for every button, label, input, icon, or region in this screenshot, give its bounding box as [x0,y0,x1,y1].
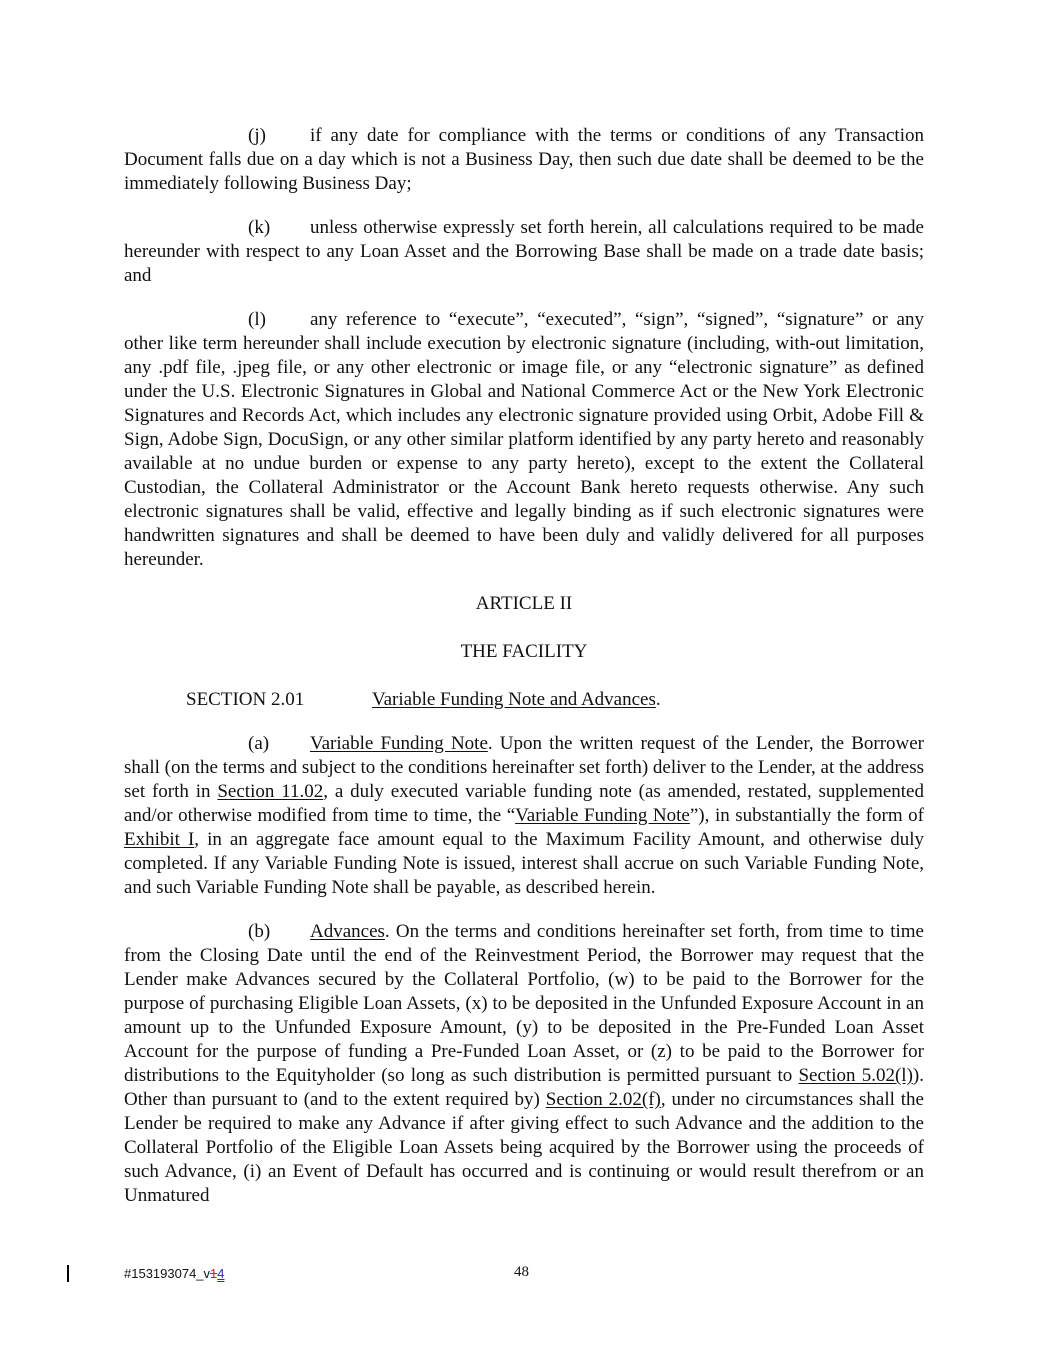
paragraph-b [124,920,924,1208]
article-heading: ARTICLE II [475,593,573,614]
para-text: . Upon the written request of the Lender, the Borrower shall (on the terms and subject to the conditions hereinafter set forth) deliver to the Lender, at the address set forth in [124,733,924,802]
cross-reference-link[interactable]: Section 2.02(f) [545,1089,661,1110]
para-text: , a duly executed variable funding note (as amended, restated, supplemented and/or otherwise modified from time to time, the “ [124,781,924,826]
para-text: . On the terms and conditions hereinafter set forth, from time to time from the Closing Date until the end of the Reinvestment Period, the Borrower may request that the Lender make Advances secured by the Collateral Portfolio, (w) to be paid to the Borrower for the purpose of purchasing Eligible Loan Assets, (x) to be deposited in the Unfunded Exposure Account in an amount up to the Unfunded Exposure Amount, (y) to be deposited in the Pre-Funded Loan Asset Account for the purpose of funding a Pre-Funded Loan Asset, or (z) to be paid to the Borrower for distributions to the Equityholder (so long as such distribution is permitted pursuant to [124,921,924,1086]
inserted-version: 4 [217,1266,225,1281]
page-number: 48 [514,1264,529,1280]
para-text: , in an aggregate face amount equal to the Maximum Facility Amount, and otherwise duly completed. If any Variable Funding Note is issued, interest shall accrue on such Variable Funding Note, and such Variable Funding Note shall be payable, as described herein. [124,829,924,898]
section-heading [186,688,924,712]
para-text: unless otherwise expressly set forth herein, all calculations required to be made hereunder with respect to any Loan Asset and the Borrowing Base shall be made on a trade date basis; and [124,217,924,286]
paragraph-j [124,124,924,196]
doc-id-prefix: #153193074_v [124,1266,211,1281]
para-label: (b) [248,921,271,942]
para-label: (a) [248,733,270,754]
paragraph-a [124,732,924,900]
cross-reference-link[interactable]: Exhibit I [124,829,195,850]
para-text: ”), in substantially the form of [689,805,925,826]
para-label: (k) [248,217,271,238]
para-text: if any date for compliance with the terms or conditions of any Transaction Document falls due on a day which is not a Business Day, then such due date shall be deemed to be the immediately following Business Day; [124,125,924,194]
paragraph-k [124,216,924,288]
paragraph-l [124,308,924,572]
defined-term: Variable Funding Note [515,805,690,826]
deleted-version: 1 [210,1266,218,1281]
section-title-suffix: . [655,689,661,710]
para-heading: Advances [310,921,385,942]
article-title: THE FACILITY [460,641,588,662]
section-number: SECTION 2.01 [186,689,305,710]
para-heading: Variable Funding Note [310,733,488,754]
section-title: Variable Funding Note and Advances [372,689,656,710]
change-bar [67,1265,69,1282]
document-page [124,124,924,1228]
cross-reference-link[interactable]: Section 5.02(l) [798,1065,913,1086]
para-label: (l) [248,309,266,330]
para-text: , under no circumstances shall the Lender be required to make any Advance if after giving effect to such Advance and the addition to the Collateral Portfolio of the Eligible Loan Assets being acquired by the Borrower using the proceeds of such Advance, (i) an Event of Default has occurred and is continuing or would result therefrom or an Unmatured [124,1089,924,1206]
cross-reference-link[interactable]: Section 11.02 [217,781,324,802]
document-id [124,1266,225,1281]
para-text: ). Other than pursuant to (and to the extent required by) [124,1065,924,1110]
para-text: any reference to “execute”, “executed”, “sign”, “signed”, “signature” or any other like term hereunder shall include execution by electronic signature (including, with-out limitation, any .pdf file, .jpeg file, or any other electronic or image file, or any “electronic signature” as defined under the U.S. Electronic Signatures in Global and National Commerce Act or the New York Electronic Signatures and Records Act, which includes any electronic signature provided using Orbit, Adobe Fill & Sign, Adobe Sign, DocuSign, or any other similar platform identified by any party hereto and reasonably available at no undue burden or expense to any party hereto), except to the extent the Collateral Custodian, the Collateral Administrator or the Account Bank hereto requests otherwise. Any such electronic signatures shall be valid, effective and legally binding as if such electronic signatures were handwritten signatures and shall be deemed to have been duly and validly delivered for all purposes hereunder. [124,309,924,570]
para-label: (j) [248,125,266,146]
